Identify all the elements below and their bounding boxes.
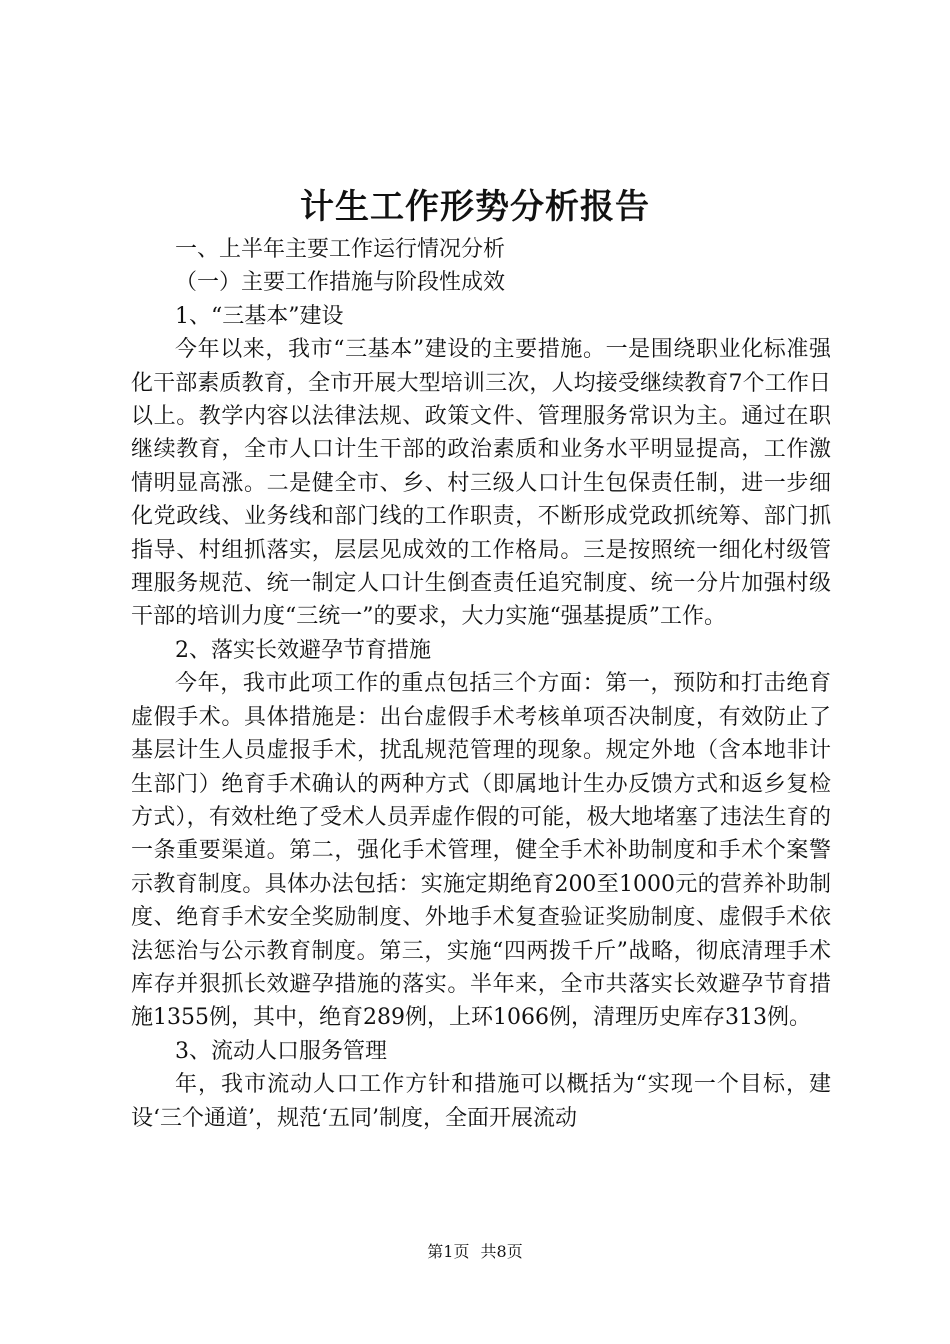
document-title: 计生工作形势分析报告 (300, 187, 650, 227)
section-heading-1: 一、上半年主要工作运行情况分析 (175, 237, 506, 262)
page-footer (0, 1240, 950, 1264)
subsection-heading-1: （一）主要工作措施与阶段性成效 (175, 270, 506, 296)
paragraph-1: 今年以来，我市“三基本”建设的主要措施。一是围绕职业化标准强化干部素质教育，全市开展大型培训三次，人均接受继续教育7个工作日以上。教学内容以法律法规、政策文件、管理服务常识为主。通过在职继续教育，全市人口计生干部的政治素质和业务水平明显提高，工作激情明显高涨。二是健全市、乡、村三级人口计生包保责任制，进一步细化党政线、业务线和部门线的工作职责，不断形成党政抓统筹、部门抓指导、村组抓落实，层层见成效的工作格局。三是按照统一细化村级管理服务规范、统一制定人口计生倒查责任追究制度、统一分片加强村级干部的培训力度“三统一”的要求，大力实施“强基提质”工作。 (131, 337, 831, 630)
paragraph-2: 今年，我市此项工作的重点包括三个方面：第一，预防和打击绝育虚假手术。具体措施是：出台虚假手术考核单项否决制度，有效防止了基层计生人员虚报手术，扰乱规范管理的现象。规定外地（含本地非计生部门）绝育手术确认的两种方式（即属地计生办反馈方式和返乡复检方式），有效杜绝了受术人员弄虚作假的可能，极大地堵塞了违法生育的一条重要渠道。第二，强化手术管理，健全手术补助制度和手术个案警示教育制度。具体办法包括：实施定期绝育200至1000元的营养补助制度、绝育手术安全奖励制度、外地手术复查验证奖励制度、虚假手术依法惩治与公示教育制度。第三，实施“四两拨千斤”战略，彻底清理手术库存并狠抓长效避孕措施的落实。半年来，全市共落实长效避孕节育措施1355例，其中，绝育289例，上环1066例，清理历史库存313例。 (131, 671, 831, 1031)
item-heading-2: 2、落实长效避孕节育措施 (175, 637, 431, 663)
page-total: 共8页 (480, 1242, 523, 1261)
item-heading-3: 3、流动人口服务管理 (175, 1038, 387, 1064)
paragraph-3: 年，我市流动人口工作方针和措施可以概括为“实现一个目标，建设‘三个通道’，规范‘五同’制度，全面开展流动 (131, 1072, 831, 1131)
document-body (131, 233, 831, 1135)
item-heading-1: 1、“三基本”建设 (175, 303, 344, 329)
page-number: 第1页 (427, 1242, 470, 1261)
